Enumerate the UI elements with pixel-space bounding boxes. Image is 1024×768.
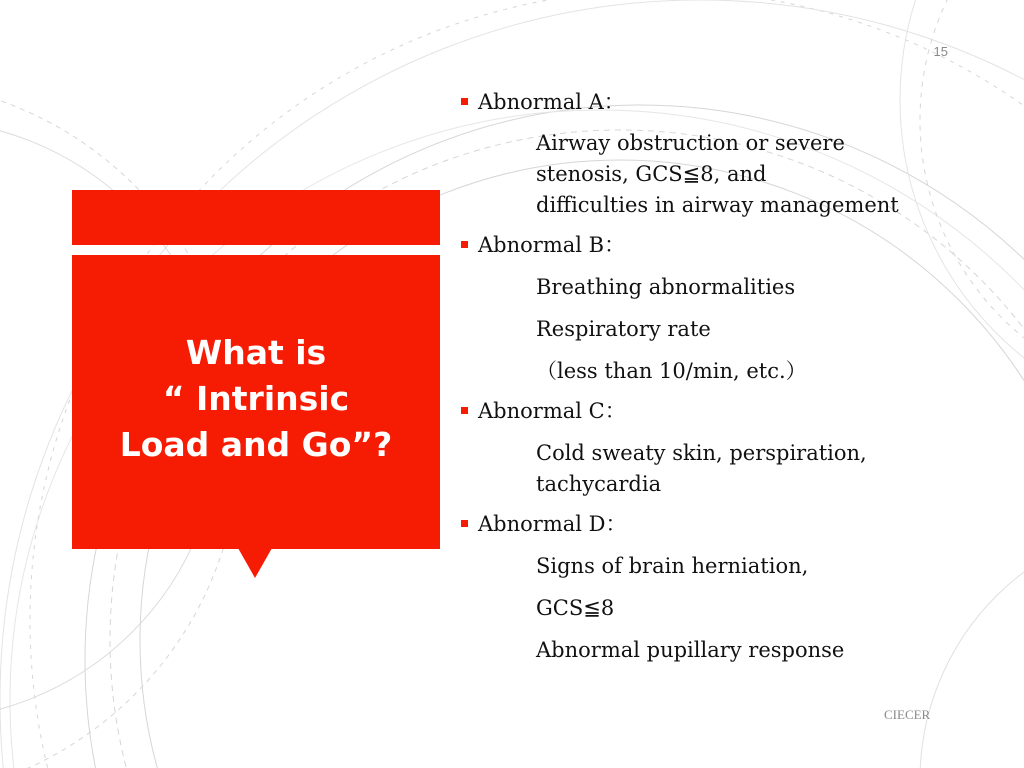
section-heading — [458, 231, 978, 259]
heading-text: Abnormal B： — [478, 233, 626, 257]
section-line: GCS≦8 — [536, 596, 615, 620]
title-line: What is — [185, 333, 327, 372]
section-heading — [458, 510, 978, 538]
title-line: “ Intrinsic — [162, 379, 350, 418]
section-line: Respiratory rate — [536, 317, 711, 341]
section-abnormal-c — [458, 397, 978, 500]
section-line: Airway obstruction or severe — [536, 131, 845, 155]
title-line: Load and Go”? — [119, 425, 393, 464]
section-line: Signs of brain herniation, — [536, 554, 809, 578]
section-heading — [458, 397, 978, 425]
title-pointer — [238, 548, 272, 578]
title-accent-bar — [72, 190, 440, 245]
section-abnormal-b — [458, 231, 978, 387]
square-bullet-icon — [461, 241, 468, 248]
slide-title — [120, 330, 393, 468]
square-bullet-icon — [461, 520, 468, 527]
footer-text: CIECER — [884, 707, 931, 722]
slide-number: 15 — [933, 44, 948, 59]
section-line: difficulties in airway management — [536, 193, 899, 217]
section-abnormal-d — [458, 510, 978, 666]
section-line: Abnormal pupillary response — [536, 638, 845, 662]
section-heading — [458, 88, 978, 116]
content-list — [458, 88, 978, 666]
heading-text: Abnormal D： — [478, 512, 627, 536]
section-line: stenosis, GCS≦8, and — [536, 162, 767, 186]
section-abnormal-a — [458, 88, 978, 221]
section-line: Breathing abnormalities — [536, 275, 796, 299]
square-bullet-icon — [461, 98, 468, 105]
section-line: （less than 10/min, etc.） — [536, 359, 807, 383]
heading-text: Abnormal A： — [478, 90, 625, 114]
heading-text: Abnormal C： — [478, 399, 626, 423]
title-box — [72, 255, 440, 549]
square-bullet-icon — [461, 407, 468, 414]
section-line: tachycardia — [536, 472, 662, 496]
section-line: Cold sweaty skin, perspiration, — [536, 441, 867, 465]
